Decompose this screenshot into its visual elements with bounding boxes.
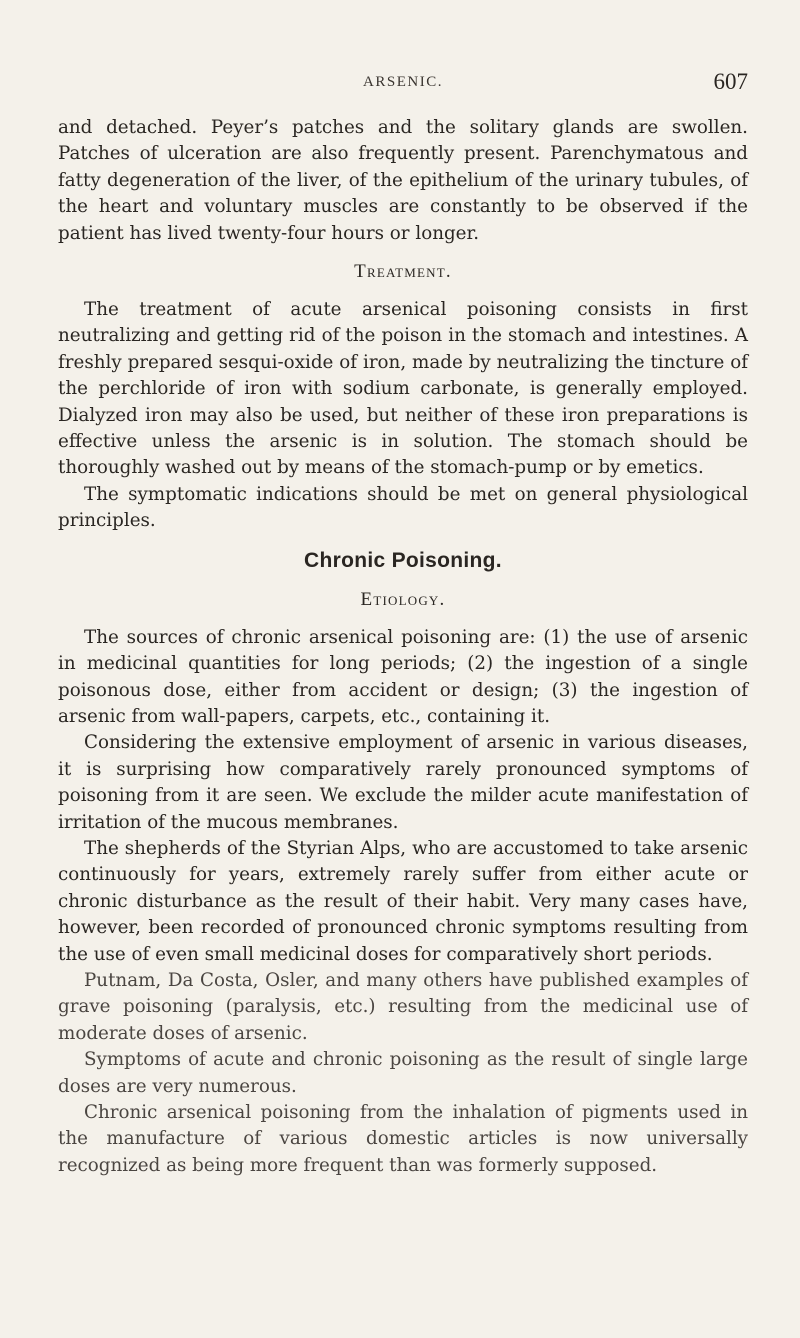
- treatment-heading: Treatment.: [354, 261, 452, 283]
- etiology-paragraph-6: Chronic arsenical poisoning from the inhalation of pigments used in the manufacture of various domestic articles is now universally recognized as being more frequent than was formerly supposed.: [58, 1102, 748, 1176]
- running-head: [58, 69, 748, 100]
- etiology-paragraph-4: Putnam, Da Costa, Osler, and many others have published examples of grave poisoning (paralysis, etc.) resulting from the medicinal use of moderate doses of arsenic.: [58, 969, 748, 1044]
- intro-paragraph: and detached. Peyer’s patches and the solitary glands are swollen. Patches of ulceration are also frequently present. Parenchymatous and fatty degeneration of the liver, of the epithelium of the urinary tubules, of the heart and voluntary muscles are constantly to be observed if the patient has lived twenty-four hours or longer.: [58, 117, 748, 244]
- etiology-paragraph-5: Symptoms of acute and chronic poisoning as the result of single large doses are very numerous.: [58, 1049, 748, 1097]
- running-title: ARSENIC.: [363, 74, 443, 90]
- body-text: [58, 115, 748, 1179]
- etiology-paragraph-1: The sources of chronic arsenical poisoning are: (1) the use of arsenic in medicinal quantities for long periods; (2) the ingestion of a single poisonous dose, either from accident or design; (3) the ingestion of arsenic from wall-papers, carpets, etc., containing it.: [58, 626, 748, 727]
- treatment-paragraph-2: The symptomatic indications should be met on general physiological principles.: [58, 483, 748, 532]
- etiology-paragraph-2: Considering the extensive employment of arsenic in various diseases, it is surprising how comparatively rarely pronounced symptoms of poisoning from it are seen. We exclude the milder acute manifestation of irritation of the mucous membranes.: [58, 732, 748, 833]
- faded-section: [58, 968, 748, 1179]
- chronic-poisoning-heading: Chronic Poisoning.: [304, 548, 502, 572]
- etiology-paragraph-3: The shepherds of the Styrian Alps, who are accustomed to take arsenic continuously for years, extremely rarely suffer from either acute or chronic disturbance as the result of their habit. Very many cases have, however, been recorded of pronounced chronic symptoms resulting from the use of even small medicinal doses for comparatively short periods.: [58, 837, 748, 965]
- etiology-heading: Etiology.: [360, 588, 446, 610]
- treatment-paragraph-1: The treatment of acute arsenical poisoning consists in first neutralizing and getting rid of the poison in the stomach and intestines. A freshly prepared sesqui-oxide of iron, made by neutralizing the tincture of the perchloride of iron with sodium carbonate, is generally employed. Dialyzed iron may also be used, but neither of these iron preparations is effective unless the arsenic is in solution. The stomach should be thoroughly washed out by means of the stomach-pump or by emetics.: [58, 299, 748, 479]
- page-number: 607: [713, 69, 748, 94]
